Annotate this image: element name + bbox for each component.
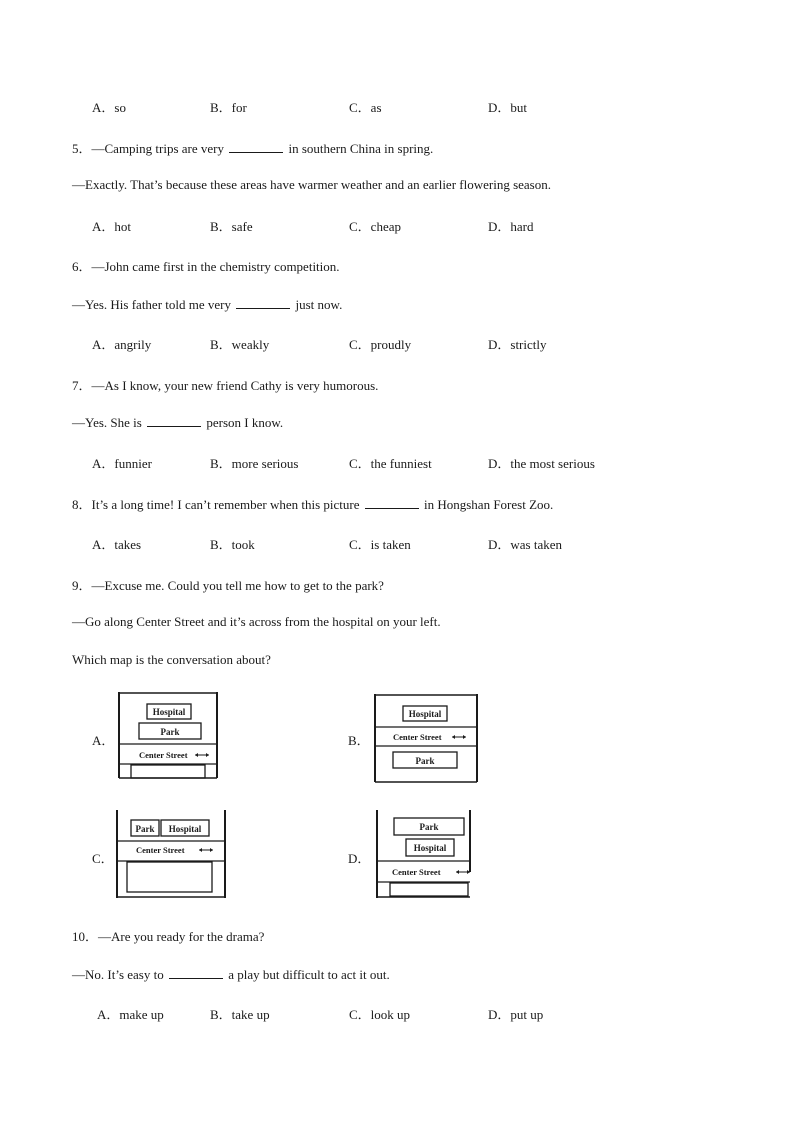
map-a-hospital-label: Hospital [152,707,186,717]
q6-option-d[interactable]: D．strictly [488,337,547,352]
map-d-street-label: Center Street [392,867,441,877]
q7-text-pre: —Yes. She is [72,415,142,430]
q5-text-pre: 5．—Camping trips are very [72,141,224,156]
q6-option-a[interactable]: A．angrily [92,337,152,352]
q10-text-post: a play but difficult to act it out. [228,967,390,982]
q8-option-c[interactable]: C．is taken [349,537,411,552]
q4-option-b[interactable]: B．for [210,100,247,115]
q10-option-b[interactable]: B．take up [210,1007,270,1022]
q8-text-pre: 8．It’s a long time! I can’t remember when this picture [72,497,360,512]
map-b-double-arrow-icon [452,735,466,739]
q10-text-pre: —No. It’s easy to [72,967,164,982]
map-d[interactable] [374,810,474,900]
q6-response [72,296,342,313]
q9-response: —Go along Center Street and it’s across from the hospital on your left. [72,614,441,629]
map-b-park-label: Park [415,756,435,766]
q7-text-post: person I know. [206,415,284,430]
q6-blank [236,296,290,309]
q6-options [0,334,794,352]
q4-option-a[interactable]: A．so [92,100,126,115]
map-a-double-arrow-icon [195,753,209,757]
q8-option-d[interactable]: D．was taken [488,537,563,552]
map-c-label[interactable]: C． [92,851,114,866]
map-d-label[interactable]: D． [348,851,371,866]
map-c-double-arrow-icon [199,848,213,852]
map-a[interactable] [117,692,223,780]
q7-option-b[interactable]: B．more serious [210,456,299,471]
q7-option-a[interactable]: A．funnier [92,456,152,471]
map-a-label[interactable]: A． [92,733,115,748]
q10-options [0,1004,794,1022]
q5-prompt [72,138,433,157]
q9-prompt: 9．—Excuse me. Could you tell me how to get to the park? [72,578,384,593]
q7-blank [147,414,201,427]
q5-response: —Exactly. That’s because these areas have warmer weather and an earlier flowering season. [72,177,551,192]
q4-option-c[interactable]: C．as [349,100,382,115]
q10-prompt: 10．—Are you ready for the drama? [72,929,265,944]
map-c-park-label: Park [135,824,155,834]
q5-text-post: in southern China in spring. [288,141,434,156]
q10-option-c[interactable]: C．look up [349,1007,411,1022]
map-a-street-label: Center Street [139,750,188,760]
q8-blank [365,496,419,509]
map-b-hospital-label: Hospital [408,709,442,719]
q10-option-d[interactable]: D．put up [488,1007,544,1022]
q5-blank [229,140,283,153]
map-c-street-label: Center Street [136,845,185,855]
q4-options [0,97,794,115]
map-a-park-label: Park [160,727,180,737]
map-d-hospital-label: Hospital [413,843,447,853]
q5-option-a[interactable]: A．hot [92,219,132,234]
q8-options [0,534,794,552]
q10-response [72,966,390,983]
q5-options [0,216,794,234]
q6-option-b[interactable]: B．weakly [210,337,270,352]
q9-question: Which map is the conversation about? [72,652,271,667]
q4-option-d[interactable]: D．but [488,100,528,115]
q6-text-pre: —Yes. His father told me very [72,297,231,312]
map-d-park-label: Park [419,822,439,832]
map-b-label[interactable]: B． [348,733,370,748]
q5-option-d[interactable]: D．hard [488,219,534,234]
q10-option-a[interactable]: A．make up [97,1007,164,1022]
q8-prompt [72,494,553,513]
q6-text-post: just now. [295,297,343,312]
q5-option-b[interactable]: B．safe [210,219,253,234]
q7-option-c[interactable]: C．the funniest [349,456,432,471]
q7-options [0,453,794,471]
map-d-double-arrow-icon [456,870,470,874]
map-c[interactable] [115,810,229,900]
q8-option-a[interactable]: A．takes [92,537,142,552]
q10-blank [169,966,223,979]
q8-option-b[interactable]: B．took [210,537,255,552]
q7-response [72,414,283,431]
q6-prompt: 6．—John came first in the chemistry competition. [72,259,340,274]
q8-text-post: in Hongshan Forest Zoo. [423,497,554,512]
map-c-hospital-label: Hospital [168,824,202,834]
q7-option-d[interactable]: D．the most serious [488,456,595,471]
map-b[interactable] [373,694,481,784]
map-b-street-label: Center Street [393,732,442,742]
q6-option-c[interactable]: C．proudly [349,337,412,352]
q7-prompt: 7．—As I know, your new friend Cathy is very humorous. [72,378,379,393]
q5-option-c[interactable]: C．cheap [349,219,401,234]
